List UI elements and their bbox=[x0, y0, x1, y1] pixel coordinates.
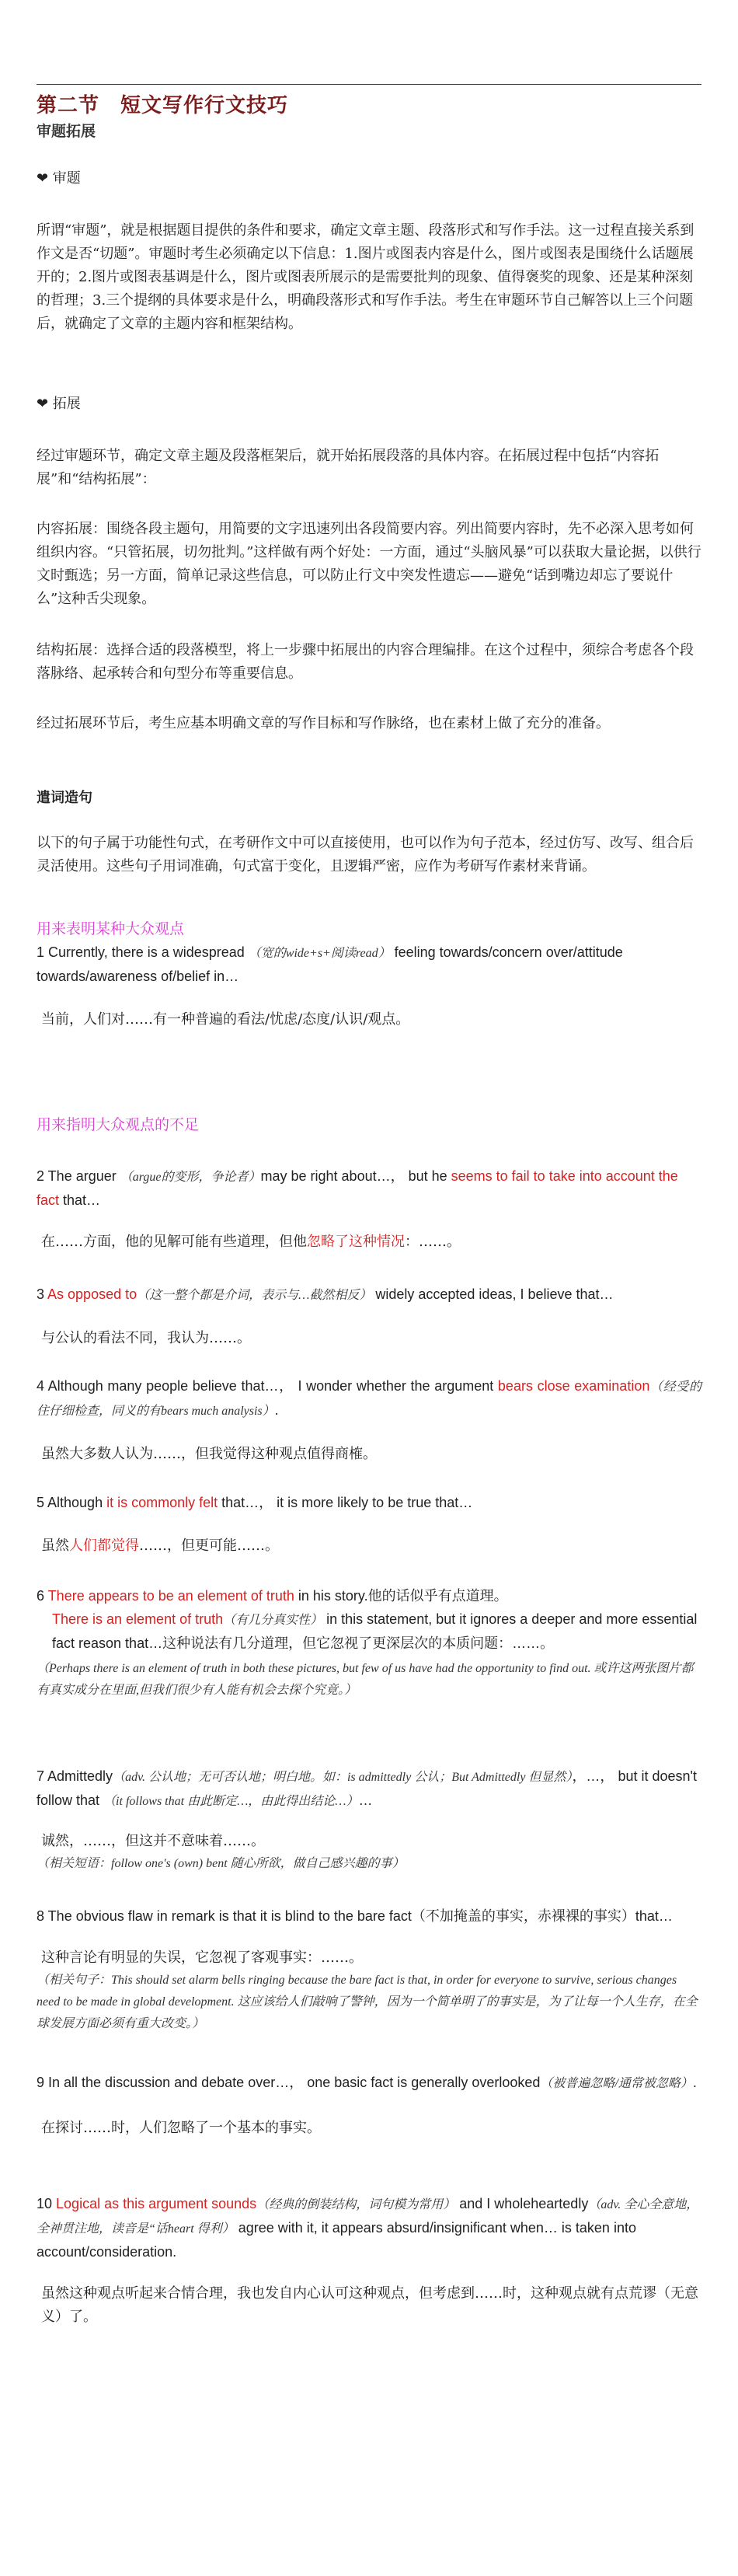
s3-highlight: As opposed to bbox=[47, 1286, 138, 1302]
sentence-7 bbox=[37, 1764, 701, 1875]
s9-text-a: 9 In all the discussion and debate over…， one basic fact is generally overlooked bbox=[37, 2075, 541, 2090]
shenti-body-block bbox=[37, 219, 701, 336]
s4-note: （经受的住仔细检查，同义的有bears much analysis） bbox=[37, 1380, 701, 1418]
shenti-label: ❤ 审题 bbox=[37, 170, 81, 187]
tuozhan-section bbox=[37, 393, 701, 413]
sentence-2 bbox=[37, 1164, 701, 1254]
s10-note-2: （adv. 全心全意地，全神贯注地，读音是“话heart 得利） bbox=[37, 2198, 699, 2236]
sentence-4 bbox=[37, 1374, 701, 1466]
sentence-4-en bbox=[37, 1374, 701, 1422]
sentence-2-zh bbox=[37, 1230, 701, 1254]
sentence-2-en bbox=[37, 1164, 701, 1212]
qianci-label-block bbox=[37, 787, 701, 807]
s7-text-c: … bbox=[358, 1792, 373, 1808]
s10-text-c: agree with it, it appears absurd/insignificant when… is taken into account/consideration. bbox=[37, 2220, 636, 2260]
s7-note-1: （adv. 公认地；无可否认地；明白地。如：is admittedly 公认；But Admittedly 但显然） bbox=[113, 1771, 573, 1784]
s3-zh: 与公认的看法不同，我认为……。 bbox=[41, 1330, 251, 1346]
s9-note: （被普遍忽略/通常被忽略） bbox=[540, 2077, 693, 2090]
s9-zh: 在探讨……时，人们忽略了一个基本的事实。 bbox=[41, 2120, 321, 2136]
sentence-6-en-2 bbox=[37, 1607, 701, 1655]
s7-text-a: 7 Admittedly bbox=[37, 1768, 113, 1784]
qianci-intro: 以下的句子属于功能性句式，在考研作文中可以直接使用，也可以作为句子范本，经过仿写、改写、组合后灵活使用。这些句子用词准确，句式富于变化，且逻辑严密，应作为考研写作素材来背诵。 bbox=[37, 835, 694, 874]
s10-text-a: 10 bbox=[37, 2196, 57, 2211]
sentence-6-en-1 bbox=[37, 1584, 701, 1607]
cat1-block bbox=[37, 917, 701, 938]
s7-note-3: （相关短语：follow one's (own) bent 随心所欲，做自己感兴趣的事） bbox=[37, 1857, 405, 1870]
sentence-5-zh bbox=[37, 1534, 701, 1558]
s6-text-c: in this statement, but it ignores a deeper and more essential fact reason that…这种说法有几分道理，但它忽视了更深层次的本质问题：……。 bbox=[52, 1611, 698, 1651]
s6-note-1: （有几分真实性） bbox=[223, 1614, 323, 1627]
s2-text-a: 2 The arguer bbox=[37, 1168, 120, 1184]
sentence-9 bbox=[37, 2071, 701, 2140]
s2-note: （argue的变形，争论者） bbox=[120, 1171, 261, 1184]
page bbox=[37, 0, 701, 2325]
s5-text-a: 5 Although bbox=[37, 1495, 107, 1510]
s5-text-b: that…， it is more likely to be true that… bbox=[218, 1495, 473, 1510]
s10-highlight: Logical as this argument sounds bbox=[56, 2196, 257, 2211]
s8-note: （相关句子：This should set alarm bells ringing because the bare fact is that, in order for everyone to survive, serious changes need to be made in global development. 这应该给人们敲响了警钟，因为一个简单明了的事实是，为了让每一个人生存，在全球发展方面必须有重大改变。） bbox=[37, 1974, 698, 2030]
s3-text-b: widely accepted ideas, I believe that… bbox=[371, 1286, 614, 1302]
sentence-1-en bbox=[37, 941, 701, 988]
s7-note-2: （it follows that 由此断定…，由此得出结论…） bbox=[103, 1795, 359, 1808]
shenti-body: 所谓“审题”，就是根据题目提供的条件和要求，确定文章主题、段落形式和写作手法。这一过程直接关系到作文是否“切题”。审题时考生必须确定以下信息：1.图片或图表内容是什么，图片或图表是围绕什么话题展开的；2.图片或图表基调是什么，图片或图表所展示的是需要批判的现象、值得褒奖的现象、还是某种深刻的哲理；3.三个提纲的具体要求是什么，明确段落形式和写作手法。考生在审题环节自己解答以上三个问题后，就确定了文章的主题内容和框架结构。 bbox=[37, 222, 694, 332]
tuozhan-p2-block bbox=[37, 518, 701, 611]
s6-text-b: in his story.他的话似乎有点道理。 bbox=[294, 1588, 508, 1604]
s5-zh-highlight: 人们都觉得 bbox=[69, 1538, 139, 1554]
s2-zh-highlight: 忽略了这种情况 bbox=[307, 1234, 405, 1250]
s10-note-1: （经典的倒装结构，词句模为常用） bbox=[256, 2198, 456, 2211]
s6-highlight-1: There appears to be an element of truth bbox=[47, 1588, 294, 1604]
sentence-5-en bbox=[37, 1491, 701, 1514]
sentence-5 bbox=[37, 1491, 701, 1558]
s8-zh: 这种言论有明显的失误，它忽视了客观事实：……。 bbox=[41, 1949, 363, 1966]
tuozhan-p1: 经过审题环节，确定文章主题及段落框架后，就开始拓展段落的具体内容。在拓展过程中包括“内容拓展”和“结构拓展”： bbox=[37, 448, 660, 487]
qianci-label: 遣词造句 bbox=[37, 790, 92, 806]
sentence-7-en bbox=[37, 1764, 701, 1813]
tuozhan-p3-block bbox=[37, 639, 701, 686]
tuozhan-p4-block bbox=[37, 712, 701, 735]
s3-text-a: 3 bbox=[37, 1286, 48, 1302]
s8-text: 8 The obvious flaw in remark is that it is blind to the bare fact（不加掩盖的事实，赤裸裸的事实）that… bbox=[37, 1908, 673, 1924]
sentence-10-en bbox=[37, 2192, 701, 2264]
s7-text-b: ，…， but it doesn't follow that bbox=[37, 1768, 697, 1808]
s4-text-a: 4 Although many people believe that…， I wonder whether the argument bbox=[37, 1378, 498, 1394]
s4-text-b: . bbox=[274, 1402, 279, 1418]
section-subtitle: 审题拓展 bbox=[37, 123, 96, 140]
category-heading-2: 用来指明大众观点的不足 bbox=[37, 1116, 200, 1133]
tuozhan-p2: 内容拓展：围绕各段主题句，用简要的文字迅速列出各段简要内容。列出简要内容时，先不必深入思考如何组织内容。“只管拓展，切勿批判。”这样做有两个好处：一方面，通过“头脑风暴”可以获取大量论据，以供行文时甄选；另一方面，简单记录这些信息，可以防止行文中突发性遗忘——避免“话到嘴边却忘了要说什么”这种舌尖现象。 bbox=[37, 521, 701, 607]
tuozhan-p4: 经过拓展环节后，考生应基本明确文章的写作目标和写作脉络，也在素材上做了充分的准备。 bbox=[37, 715, 610, 731]
s2-zh-b: ：……。 bbox=[405, 1234, 461, 1250]
s5-highlight: it is commonly felt bbox=[106, 1495, 218, 1510]
sentence-9-en bbox=[37, 2071, 701, 2095]
s3-note: （这一整个都是介词，表示与…截然相反） bbox=[137, 1289, 372, 1302]
s1-note: （宽的wide+s+阅读read） bbox=[248, 947, 391, 960]
top-rule bbox=[37, 84, 701, 85]
sentence-8 bbox=[37, 1904, 701, 2035]
tuozhan-label: ❤ 拓展 bbox=[37, 396, 81, 412]
s4-highlight: bears close examination bbox=[497, 1378, 650, 1394]
tuozhan-p3: 结构拓展：选择合适的段落模型，将上一步骤中拓展出的内容合理编排。在这个过程中，须综合考虑各个段落脉络、起承转合和句型分布等重要信息。 bbox=[37, 642, 694, 682]
s2-highlight: seems to fail to take into account the fact bbox=[37, 1168, 678, 1208]
s2-text-b: may be right about…， but he bbox=[260, 1168, 451, 1184]
s4-zh: 虽然大多数人认为……，但我觉得这种观点值得商榷。 bbox=[41, 1446, 377, 1462]
s2-text-c: that… bbox=[59, 1192, 101, 1208]
sentence-3-en bbox=[37, 1283, 701, 1307]
sentence-3 bbox=[37, 1283, 701, 1350]
s1-zh: 当前，人们对……有一种普遍的看法/忧虑/态度/认识/观点。 bbox=[41, 1011, 410, 1028]
sentence-10 bbox=[37, 2192, 701, 2329]
cat2-block bbox=[37, 1113, 701, 1134]
s10-text-b: and I wholeheartedly bbox=[455, 2196, 589, 2211]
shenti-section bbox=[37, 167, 701, 187]
s1-text-b: feeling towards/concern over/attitude towards/awareness of/belief in… bbox=[37, 944, 623, 984]
s7-zh: 诚然，……，但这并不意味着……。 bbox=[41, 1833, 265, 1849]
s2-zh-a: 在……方面，他的见解可能有些道理，但他 bbox=[41, 1234, 307, 1250]
s5-zh-b: ……，但更可能……。 bbox=[139, 1538, 279, 1554]
s10-zh: 虽然这种观点听起来合情合理，我也发自内心认可这种观点，但考虑到……时，这种观点就有点荒谬（无意义）了。 bbox=[41, 2285, 698, 2325]
sentence-6 bbox=[37, 1584, 701, 1702]
s1-text-a: 1 Currently, there is a widespread bbox=[37, 944, 249, 960]
category-heading-1: 用来表明某种大众观点 bbox=[37, 920, 185, 937]
s9-text-b: . bbox=[692, 2075, 697, 2090]
section-title: 第二节 短文写作行文技巧 bbox=[37, 94, 289, 117]
s6-text-a: 6 bbox=[37, 1588, 48, 1604]
s6-highlight-2: There is an element of truth bbox=[52, 1611, 224, 1627]
sentence-1 bbox=[37, 941, 701, 1031]
qianci-intro-block bbox=[37, 832, 701, 878]
s6-note-2: （Perhaps there is an element of truth in both these pictures, but few of us have had the opportunity to find out. 或许这两张图片都有真实成分在里面,但我们很少有人能有机会去探个究竟。） bbox=[37, 1662, 694, 1697]
s5-zh-a: 虽然 bbox=[41, 1538, 69, 1554]
tuozhan-p1-block bbox=[37, 445, 701, 491]
